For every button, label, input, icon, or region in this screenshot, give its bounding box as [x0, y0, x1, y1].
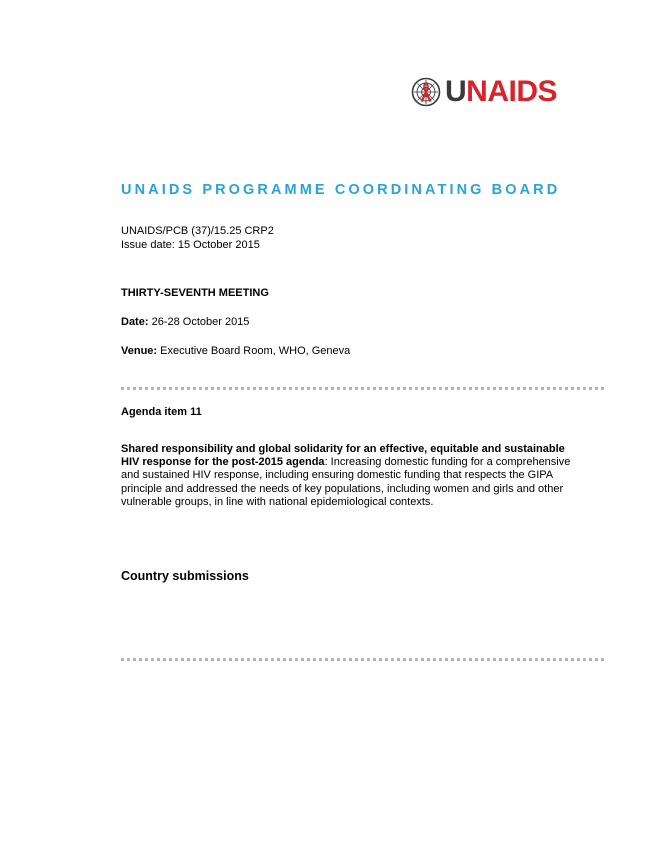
- venue-value: Executive Board Room, WHO, Geneva: [157, 345, 351, 357]
- agenda-text: : Increasing domestic funding for a comprehensive and sustained HIV response, including ensuring domestic funding that respects the GIPA principle and addressed the needs of key populations, including women and girls and other vulnerable groups, in line with national epidemiological contexts.: [121, 456, 571, 508]
- venue-label: Venue:: [121, 345, 158, 357]
- agenda-description: [121, 443, 571, 509]
- unaids-logo: [411, 74, 557, 110]
- logo-u: U: [445, 75, 467, 108]
- date-value: 26-28 October 2015: [148, 316, 250, 328]
- meeting-title: THIRTY-SEVENTH MEETING: [121, 287, 269, 299]
- logo-wordmark: [445, 74, 557, 110]
- un-emblem-icon: [411, 77, 441, 107]
- meeting-venue: [121, 345, 350, 358]
- issue-date: Issue date: 15 October 2015: [121, 239, 260, 251]
- section-heading: Country submissions: [121, 569, 249, 583]
- agenda-title: Shared responsibility and global solidarity for an effective, equitable and sustainable HIV response for the post-2015 agenda: [121, 443, 565, 469]
- divider-bottom: [121, 658, 604, 661]
- meeting-date: [121, 316, 249, 329]
- document-reference: UNAIDS/PCB (37)/15.25 CRP2: [121, 225, 274, 237]
- divider-top: [121, 387, 604, 390]
- logo-naids: NAIDS: [466, 75, 558, 108]
- board-title: UNAIDS PROGRAMME COORDINATING BOARD: [121, 182, 561, 198]
- agenda-item: Agenda item 11: [121, 406, 202, 418]
- date-label: Date:: [121, 316, 149, 328]
